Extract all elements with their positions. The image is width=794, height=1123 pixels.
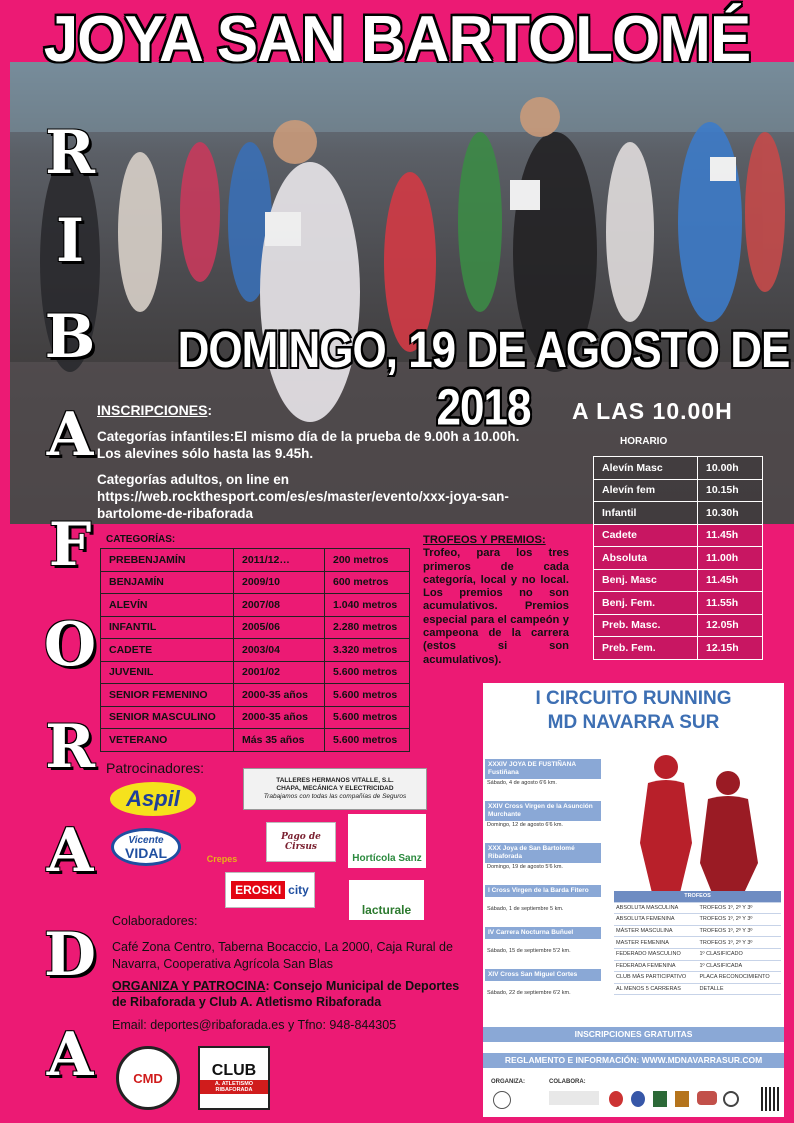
circuito-trofeo-premio: TROFEOS 1º, 2º Y 3º xyxy=(698,914,782,926)
categoria-years: 2000-35 años xyxy=(234,684,325,707)
circuito-trofeo-cat: AL MENOS 5 CARRERAS xyxy=(614,983,698,995)
vertical-letter-3: B xyxy=(44,302,96,372)
categoria-name: VETERANO xyxy=(101,729,234,752)
circuito-race-info: Sábado, 1 de septiembre 5 km. xyxy=(487,906,564,912)
horario-cat: Alevín Masc xyxy=(594,457,698,480)
categoria-dist: 5.600 metros xyxy=(325,706,410,729)
vertical-letter-9: D xyxy=(43,920,97,990)
categoria-years: Más 35 años xyxy=(234,729,325,752)
categorias-table xyxy=(100,548,410,752)
eroski-text-1: EROSKI xyxy=(231,881,285,899)
circuito-trofeo-cat: FEDERADA FEMENINA xyxy=(614,960,698,972)
vertical-letter-8: A xyxy=(46,816,94,886)
circuito-colabora: COLABORA: xyxy=(549,1079,586,1085)
vertical-letter-5: F xyxy=(48,510,92,580)
crepes-text: Crepes xyxy=(206,854,238,864)
qr-code-icon xyxy=(761,1087,781,1111)
colabora-logo-icon xyxy=(549,1091,599,1105)
categoria-years: 2003/04 xyxy=(234,639,325,662)
circuito-race-name: I Cross Virgen de la Barda Fitero xyxy=(485,885,601,897)
circuito-title-1: I CIRCUITO RUNNING xyxy=(535,688,732,709)
circuito-trofeo-cat: MASTER FEMENINA xyxy=(614,937,698,949)
horticola-logo xyxy=(348,814,426,868)
trofeos-section xyxy=(423,534,569,667)
event-title: JOYA SAN BARTOLOMÉ xyxy=(43,3,751,76)
horario-hora: 12.15h xyxy=(698,637,763,660)
organiza-body: : Consejo Municipal de Deportes de Ribaforada y Club A. Atletismo Ribaforada xyxy=(112,979,460,1009)
aspil-text: Aspil xyxy=(126,786,180,811)
categoria-row xyxy=(101,639,410,662)
circuito-race-name: XXX Joya de San Bartolomé Ribaforada xyxy=(485,843,601,863)
cmd-logo xyxy=(116,1046,180,1110)
horario-row xyxy=(594,592,763,615)
vertical-letter-2: I xyxy=(55,206,85,276)
circuito-trofeo-premio: TROFEOS 1º, 2º Y 3º xyxy=(698,902,782,914)
organiza-heading: ORGANIZA Y PATROCINA xyxy=(112,979,266,993)
inscripciones-section xyxy=(97,402,537,531)
horario-row xyxy=(594,569,763,592)
circuito-inscripciones: INSCRIPCIONES GRATUITAS xyxy=(483,1027,784,1042)
circuito-trofeo-row xyxy=(614,948,781,960)
categoria-dist: 5.600 metros xyxy=(325,661,410,684)
circuito-trofeo-premio: 1º CLASIFICADO xyxy=(698,948,782,960)
categoria-dist: 200 metros xyxy=(325,549,410,572)
categoria-name: INFANTIL xyxy=(101,616,234,639)
circuito-trofeo-premio: TROFEOS 1º, 2º Y 3º xyxy=(698,937,782,949)
horario-hora: 10.30h xyxy=(698,502,763,525)
vidal-logo xyxy=(111,828,181,866)
talleres-logo xyxy=(243,768,427,810)
circuito-race-info: Domingo, 19 de agosto 5'6 km. xyxy=(487,864,563,870)
circuito-trofeo-cat: FEDERADO MASCULINO xyxy=(614,948,698,960)
categoria-years: 2009/10 xyxy=(234,571,325,594)
circuito-trofeos-header: TROFEOS xyxy=(614,891,781,902)
categoria-row xyxy=(101,661,410,684)
categoria-row xyxy=(101,571,410,594)
round-seal-icon xyxy=(723,1091,739,1107)
inscripciones-heading: INSCRIPCIONES xyxy=(97,402,208,418)
horario-hora: 10.00h xyxy=(698,457,763,480)
circuito-trofeo-premio: 1º CLASIFICADA xyxy=(698,960,782,972)
circuito-race-info: Domingo, 12 de agosto 6'6 km. xyxy=(487,822,563,828)
circuito-trofeo-row xyxy=(614,983,781,995)
circuito-trofeo-row xyxy=(614,902,781,914)
circuito-trofeo-row xyxy=(614,972,781,984)
circuito-trofeo-cat: CLUB MÁS PARTICIPATIVO xyxy=(614,972,698,984)
circuito-organiza: ORGANIZA: xyxy=(491,1079,525,1085)
circuito-title-2: MD NAVARRA SUR xyxy=(547,712,720,733)
horario-row xyxy=(594,547,763,570)
crepes-logo xyxy=(192,826,252,864)
pago-text: Pago de Cirsus xyxy=(281,832,321,852)
horario-hora: 10.15h xyxy=(698,479,763,502)
categoria-years: 2000-35 años xyxy=(234,706,325,729)
horario-row xyxy=(594,614,763,637)
circuito-reglamento: REGLAMENTO E INFORMACIÓN: WWW.MDNAVARRASUR.COM xyxy=(483,1053,784,1068)
categoria-dist: 600 metros xyxy=(325,571,410,594)
circuito-trofeos-table xyxy=(614,891,781,995)
categoria-dist: 1.040 metros xyxy=(325,594,410,617)
categoria-row xyxy=(101,684,410,707)
circuito-trofeo-premio: PLACA RECONOCIMIENTO xyxy=(698,972,782,984)
horario-cat: Absoluta xyxy=(594,547,698,570)
categoria-row xyxy=(101,594,410,617)
circuito-race-info: Sábado, 22 de septiembre 6'2 km. xyxy=(487,990,571,996)
horario-cat: Infantil xyxy=(594,502,698,525)
club-text-2: A. ATLETISMO RIBAFORADA xyxy=(200,1080,268,1094)
categoria-name: CADETE xyxy=(101,639,234,662)
organiza-seal-icon xyxy=(493,1091,511,1109)
horario-cat: Preb. Masc. xyxy=(594,614,698,637)
horario-hora: 12.05h xyxy=(698,614,763,637)
circuito-trofeo-cat: ABSOLUTA MASCULINA xyxy=(614,902,698,914)
horario-row xyxy=(594,502,763,525)
horario-hora: 11.45h xyxy=(698,524,763,547)
horario-row xyxy=(594,479,763,502)
coat-of-arms-icon xyxy=(675,1091,689,1107)
contact-line[interactable]: Email: deportes@ribaforada.es y Tfno: 948-844305 xyxy=(112,1018,397,1032)
horario-hora: 11.55h xyxy=(698,592,763,615)
categoria-years: 2001/02 xyxy=(234,661,325,684)
talleres-slogan: Trabajamos con todas las compañías de Seguros xyxy=(263,793,407,800)
circuito-race-name: XIV Cross San Miguel Cortes xyxy=(485,969,601,981)
circuito-race-name: XXXIV JOYA DE FUSTIÑANA Fustiñana xyxy=(485,759,601,779)
cmd-text: CMD xyxy=(133,1070,163,1086)
patrocinadores-label: Patrocinadores: xyxy=(106,760,205,776)
trofeos-heading: TROFEOS Y PREMIOS: xyxy=(423,534,546,546)
shield-icon xyxy=(609,1091,623,1107)
circuito-trofeos-header-row xyxy=(614,891,781,902)
colaboradores-label: Colaboradores: xyxy=(112,914,198,928)
categoria-name: ALEVÍN xyxy=(101,594,234,617)
categoria-name: SENIOR MASCULINO xyxy=(101,706,234,729)
crest-icon xyxy=(631,1091,645,1107)
categoria-name: JUVENIL xyxy=(101,661,234,684)
categoria-name: PREBENJAMÍN xyxy=(101,549,234,572)
vidal-text-1: Vicente xyxy=(128,835,164,846)
event-time: A LAS 10.00H xyxy=(572,398,733,424)
trofeos-body: Trofeo, para los tres primeros de cada categoría, local y no local. Los premios no son acumulativos. Premios especial para el campeón y campeona de la carrera (estos si son acumulativos). xyxy=(423,547,569,666)
eroski-text-2: city xyxy=(288,883,309,897)
inscripciones-colon: : xyxy=(207,403,212,418)
lacturale-text: lacturale xyxy=(361,903,412,917)
horario-cat: Alevín fem xyxy=(594,479,698,502)
categoria-dist: 5.600 metros xyxy=(325,684,410,707)
circuito-poster xyxy=(483,683,784,1117)
club-logo xyxy=(198,1046,270,1110)
categoria-years: 2005/06 xyxy=(234,616,325,639)
horario-cat: Benj. Masc xyxy=(594,569,698,592)
categoria-dist: 5.600 metros xyxy=(325,729,410,752)
categoria-row xyxy=(101,729,410,752)
vertical-letter-7: R xyxy=(45,712,95,782)
categoria-name: BENJAMÍN xyxy=(101,571,234,594)
town-logo-icon xyxy=(697,1091,717,1105)
vertical-letter-6: O xyxy=(43,610,97,680)
inscripciones-infantiles: Categorías infantiles:El mismo día de la prueba de 9.00h a 10.00h. Los alevines sólo hasta las 9.45h. xyxy=(97,429,520,461)
horario-hora: 11.45h xyxy=(698,569,763,592)
event-date: DOMINGO, 19 DE AGOSTO DE 2018 xyxy=(177,322,790,436)
horario-cat: Preb. Fem. xyxy=(594,637,698,660)
horario-label: HORARIO xyxy=(620,436,668,447)
vidal-text-2: VIDAL xyxy=(125,845,167,861)
categoria-name: SENIOR FEMENINO xyxy=(101,684,234,707)
organiza-section xyxy=(112,978,477,1010)
circuito-trofeo-premio: DETALLE xyxy=(698,983,782,995)
categoria-row xyxy=(101,616,410,639)
circuito-trofeo-cat: MÁSTER MASCULINA xyxy=(614,925,698,937)
circuito-title xyxy=(483,687,784,735)
horario-table xyxy=(593,456,763,660)
horario-hora: 11.00h xyxy=(698,547,763,570)
horario-row xyxy=(594,457,763,480)
circuito-trofeo-row xyxy=(614,925,781,937)
vertical-letter-1: R xyxy=(45,118,95,188)
circuito-trofeo-row xyxy=(614,937,781,949)
horario-row xyxy=(594,524,763,547)
categoria-years: 2007/08 xyxy=(234,594,325,617)
horario-row xyxy=(594,637,763,660)
categoria-dist: 3.320 metros xyxy=(325,639,410,662)
club-text-1: CLUB xyxy=(211,1062,257,1079)
circuito-trofeo-row xyxy=(614,914,781,926)
horario-cat: Cadete xyxy=(594,524,698,547)
circuito-trofeo-cat: ABSOLUTA FEMENINA xyxy=(614,914,698,926)
talleres-title: TALLERES HERMANOS VITALLE, S.L. xyxy=(276,777,394,784)
colaboradores-text: Café Zona Centro, Taberna Bocaccio, La 2000, Caja Rural de Navarra, Cooperativa Agrícola San Blas xyxy=(112,940,453,971)
categoria-row xyxy=(101,549,410,572)
circuito-race-name: IV Carrera Nocturna Buñuel xyxy=(485,927,601,939)
circuito-trofeo-row xyxy=(614,960,781,972)
categoria-years: 2011/12… xyxy=(234,549,325,572)
circuito-trofeo-premio: TROFEOS 1º, 2º Y 3º xyxy=(698,925,782,937)
inscripciones-adultos[interactable]: Categorías adultos, on line en https://web.rockthesport.com/es/es/master/evento/xxx-joya-san-bartolome-de-ribaforada xyxy=(97,472,509,521)
categorias-label: CATEGORÍAS: xyxy=(106,534,176,545)
emblem-icon xyxy=(653,1091,667,1107)
pago-logo xyxy=(266,822,336,862)
horticola-text: Hortícola Sanz xyxy=(352,853,422,864)
categoria-row xyxy=(101,706,410,729)
circuito-race-name: XXIV Cross Virgen de la Asunción Murchante xyxy=(485,801,601,821)
categoria-dist: 2.280 metros xyxy=(325,616,410,639)
runners-silhouette-icon xyxy=(608,753,778,893)
circuito-race-info: Sábado, 4 de agosto 6'6 km. xyxy=(487,780,557,786)
vertical-letter-10: A xyxy=(46,1020,94,1090)
talleres-sub: CHAPA, MECÁNICA Y ELECTRICIDAD xyxy=(276,785,394,792)
circuito-race-info: Sábado, 15 de septiembre 5'2 km. xyxy=(487,948,571,954)
lacturale-logo xyxy=(349,880,424,920)
eroski-logo xyxy=(225,872,315,908)
horario-cat: Benj. Fem. xyxy=(594,592,698,615)
aspil-logo xyxy=(110,782,196,816)
vertical-letter-4: A xyxy=(46,400,94,470)
